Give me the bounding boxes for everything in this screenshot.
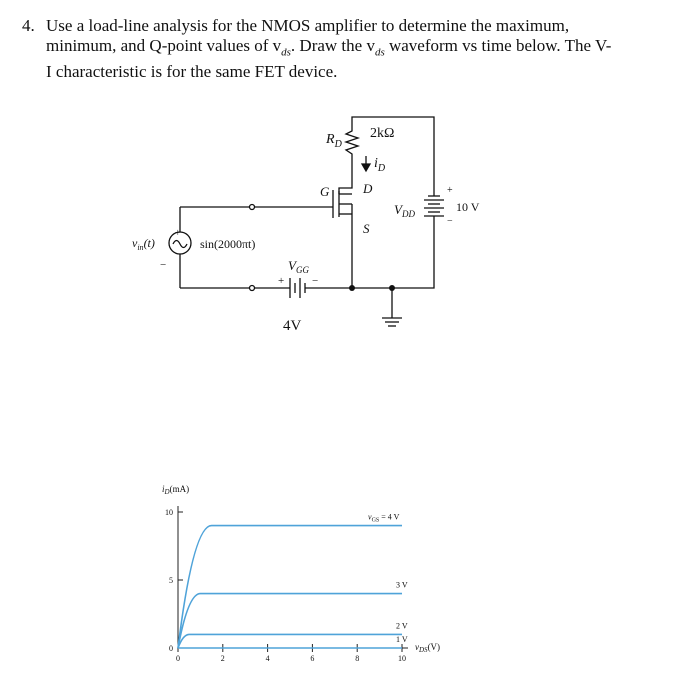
question-vds-sub-1: ds (281, 46, 291, 59)
vdd-label: $V_{DD}$ (394, 202, 415, 219)
rd-label: $R_D$ (326, 132, 342, 150)
question-line-3: I characteristic is for the same FET device. (46, 62, 338, 82)
x-axis-title: $v_{DS}(V)$ (415, 642, 441, 654)
y-tick-label: 0 (169, 644, 173, 653)
x-tick-label: 2 (220, 654, 225, 663)
x-tick-label: 4 (265, 654, 270, 663)
source-label: S (363, 221, 370, 236)
curve-label: 2 V (396, 621, 408, 631)
y-tick-label: 5 (169, 576, 173, 585)
question-vds-sub-2: ds (374, 46, 385, 59)
rd-resistor (346, 127, 358, 168)
curve-3-v (178, 594, 402, 648)
vgg-label: $V_{GG}$ (288, 258, 309, 275)
nmos-circuit-schematic (0, 100, 674, 460)
node-source-dot (349, 285, 355, 291)
vgg-value: 4V (283, 318, 302, 334)
vdd-plus: + (447, 185, 453, 196)
x-tick-label: 6 (310, 654, 315, 663)
curve-2-v (178, 634, 402, 648)
vin-label: $v_{in}(t)$ (132, 236, 155, 252)
id-label: $i_D$ (374, 156, 386, 174)
curve-label: $v_{GS} = 4$ V (368, 512, 400, 524)
vin-plus: + (175, 228, 181, 239)
question-line-1: Use a load-line analysis for the NMOS amplifier to determine the maximum, (46, 16, 570, 35)
question-text (46, 16, 626, 82)
drain-wire (339, 168, 352, 194)
y-tick-label: 10 (165, 508, 173, 517)
vdd-minus: − (447, 216, 453, 227)
vdd-value: 10 V (456, 200, 480, 214)
question-line-2b: . Draw the v (290, 36, 375, 55)
question-number: 4. (22, 16, 35, 35)
drain-label: D (363, 181, 373, 196)
vin-minus: − (160, 259, 167, 271)
question-line-2a: minimum, and Q-point values of v (46, 36, 282, 55)
vgg-minus: − (312, 275, 319, 287)
vin-expression: sin(2000πt) (200, 237, 256, 251)
x-tick-label: 10 (398, 654, 406, 663)
gate-label: G (320, 184, 330, 199)
curve-label: 1 V (396, 635, 408, 644)
rd-value: 2kΩ (370, 126, 395, 141)
vgg-plus: + (278, 275, 285, 287)
x-tick-label: 8 (355, 654, 360, 663)
curve-label: 3 V (396, 580, 408, 590)
y-axis-title: $i_D(mA)$ (162, 484, 190, 496)
curve-v-gs-4-v (178, 526, 402, 648)
x-tick-label: 0 (176, 654, 180, 663)
question-line-2c: waveform vs time below. The V- (384, 36, 612, 55)
vi-characteristic-chart (0, 470, 674, 700)
node-ground-dot (389, 285, 395, 291)
